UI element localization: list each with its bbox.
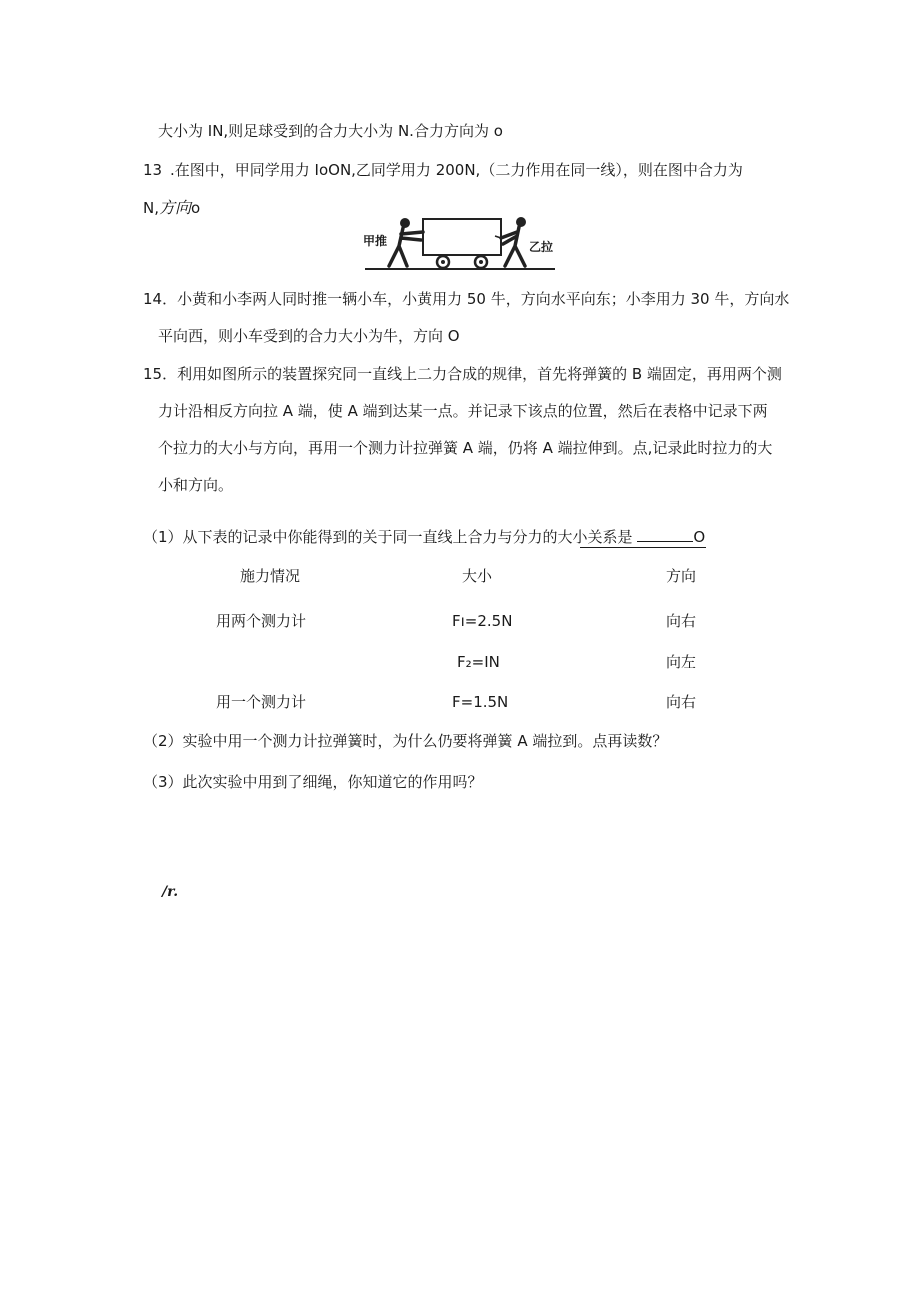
q14-line1: 14．小黄和小李两人同时推一辆小车，小黄用力 50 牛，方向水平向东；小李用力 30 牛，方向水 <box>143 290 790 308</box>
q15-line1: 15．利用如图所示的装置探究同一直线上二力合成的规律，首先将弹簧的 B 端固定，再用两个测 <box>143 365 782 383</box>
q13-line2-italic: 方向 <box>159 198 192 217</box>
q15-line2: 力计沿相反方向拉 A 端，使 A 端到达某一点。并记录下该点的位置，然后在表格中记录下两 <box>158 402 768 420</box>
table-row3-magnitude: F=1.5N <box>452 693 509 711</box>
q13-number: 13 <box>143 161 163 179</box>
table-row3-direction: 向右 <box>666 693 697 711</box>
label-yi-pull: 乙拉 <box>529 240 554 254</box>
q15-sub1-text: （1）从下表的记录中你能得到的关于同一直线上合力与分力的大小关系是 <box>143 528 633 546</box>
q13-text: .在图中，甲同学用力 IoON,乙同学用力 200N,（二力作用在同一线），则在图中合力为 <box>170 161 743 179</box>
q13-line2-prefix: N, <box>143 199 159 217</box>
table-row2-direction: 向左 <box>666 653 697 671</box>
q15-line3: 个拉力的大小与方向，再用一个测力计拉弹簧 A 端，仍将 A 端拉伸到。点,记录此时拉力的大 <box>158 439 773 457</box>
table-row1-situation: 用两个测力计 <box>216 612 307 630</box>
q14-line2: 平向西，则小车受到的合力大小为牛，方向 O <box>158 327 460 345</box>
answer-blank[interactable] <box>637 527 693 542</box>
table-row2-magnitude: F₂=IN <box>457 653 500 671</box>
q15-sub3: （3）此次实验中用到了细绳，你知道它的作用吗？ <box>143 773 483 791</box>
stray-mark: /r. <box>162 884 179 900</box>
table-header-direction: 方向 <box>666 567 697 585</box>
q15-line4: 小和方向。 <box>158 476 234 494</box>
table-row1-magnitude: Fı=2.5N <box>452 612 513 630</box>
sub1-underline <box>580 547 706 548</box>
table-row1-direction: 向右 <box>666 612 697 630</box>
q15-sub1-end: O <box>693 528 706 546</box>
table-header-situation: 施力情况 <box>240 567 301 585</box>
cart-figure <box>363 214 563 274</box>
q15-sub1 <box>143 527 705 547</box>
q15-sub2: （2）实验中用一个测力计拉弹簧时，为什么仍要将弹簧 A 端拉到。点再读数？ <box>143 732 668 750</box>
table-header-magnitude: 大小 <box>462 567 493 585</box>
line-top: 大小为 IN,则足球受到的合力大小为 N.合力方向为 o <box>158 122 503 140</box>
label-jia-push: 甲推 <box>363 234 388 248</box>
table-row3-situation: 用一个测力计 <box>216 693 307 711</box>
q13-line2-suffix: o <box>191 199 201 217</box>
q13-line2 <box>143 198 200 218</box>
